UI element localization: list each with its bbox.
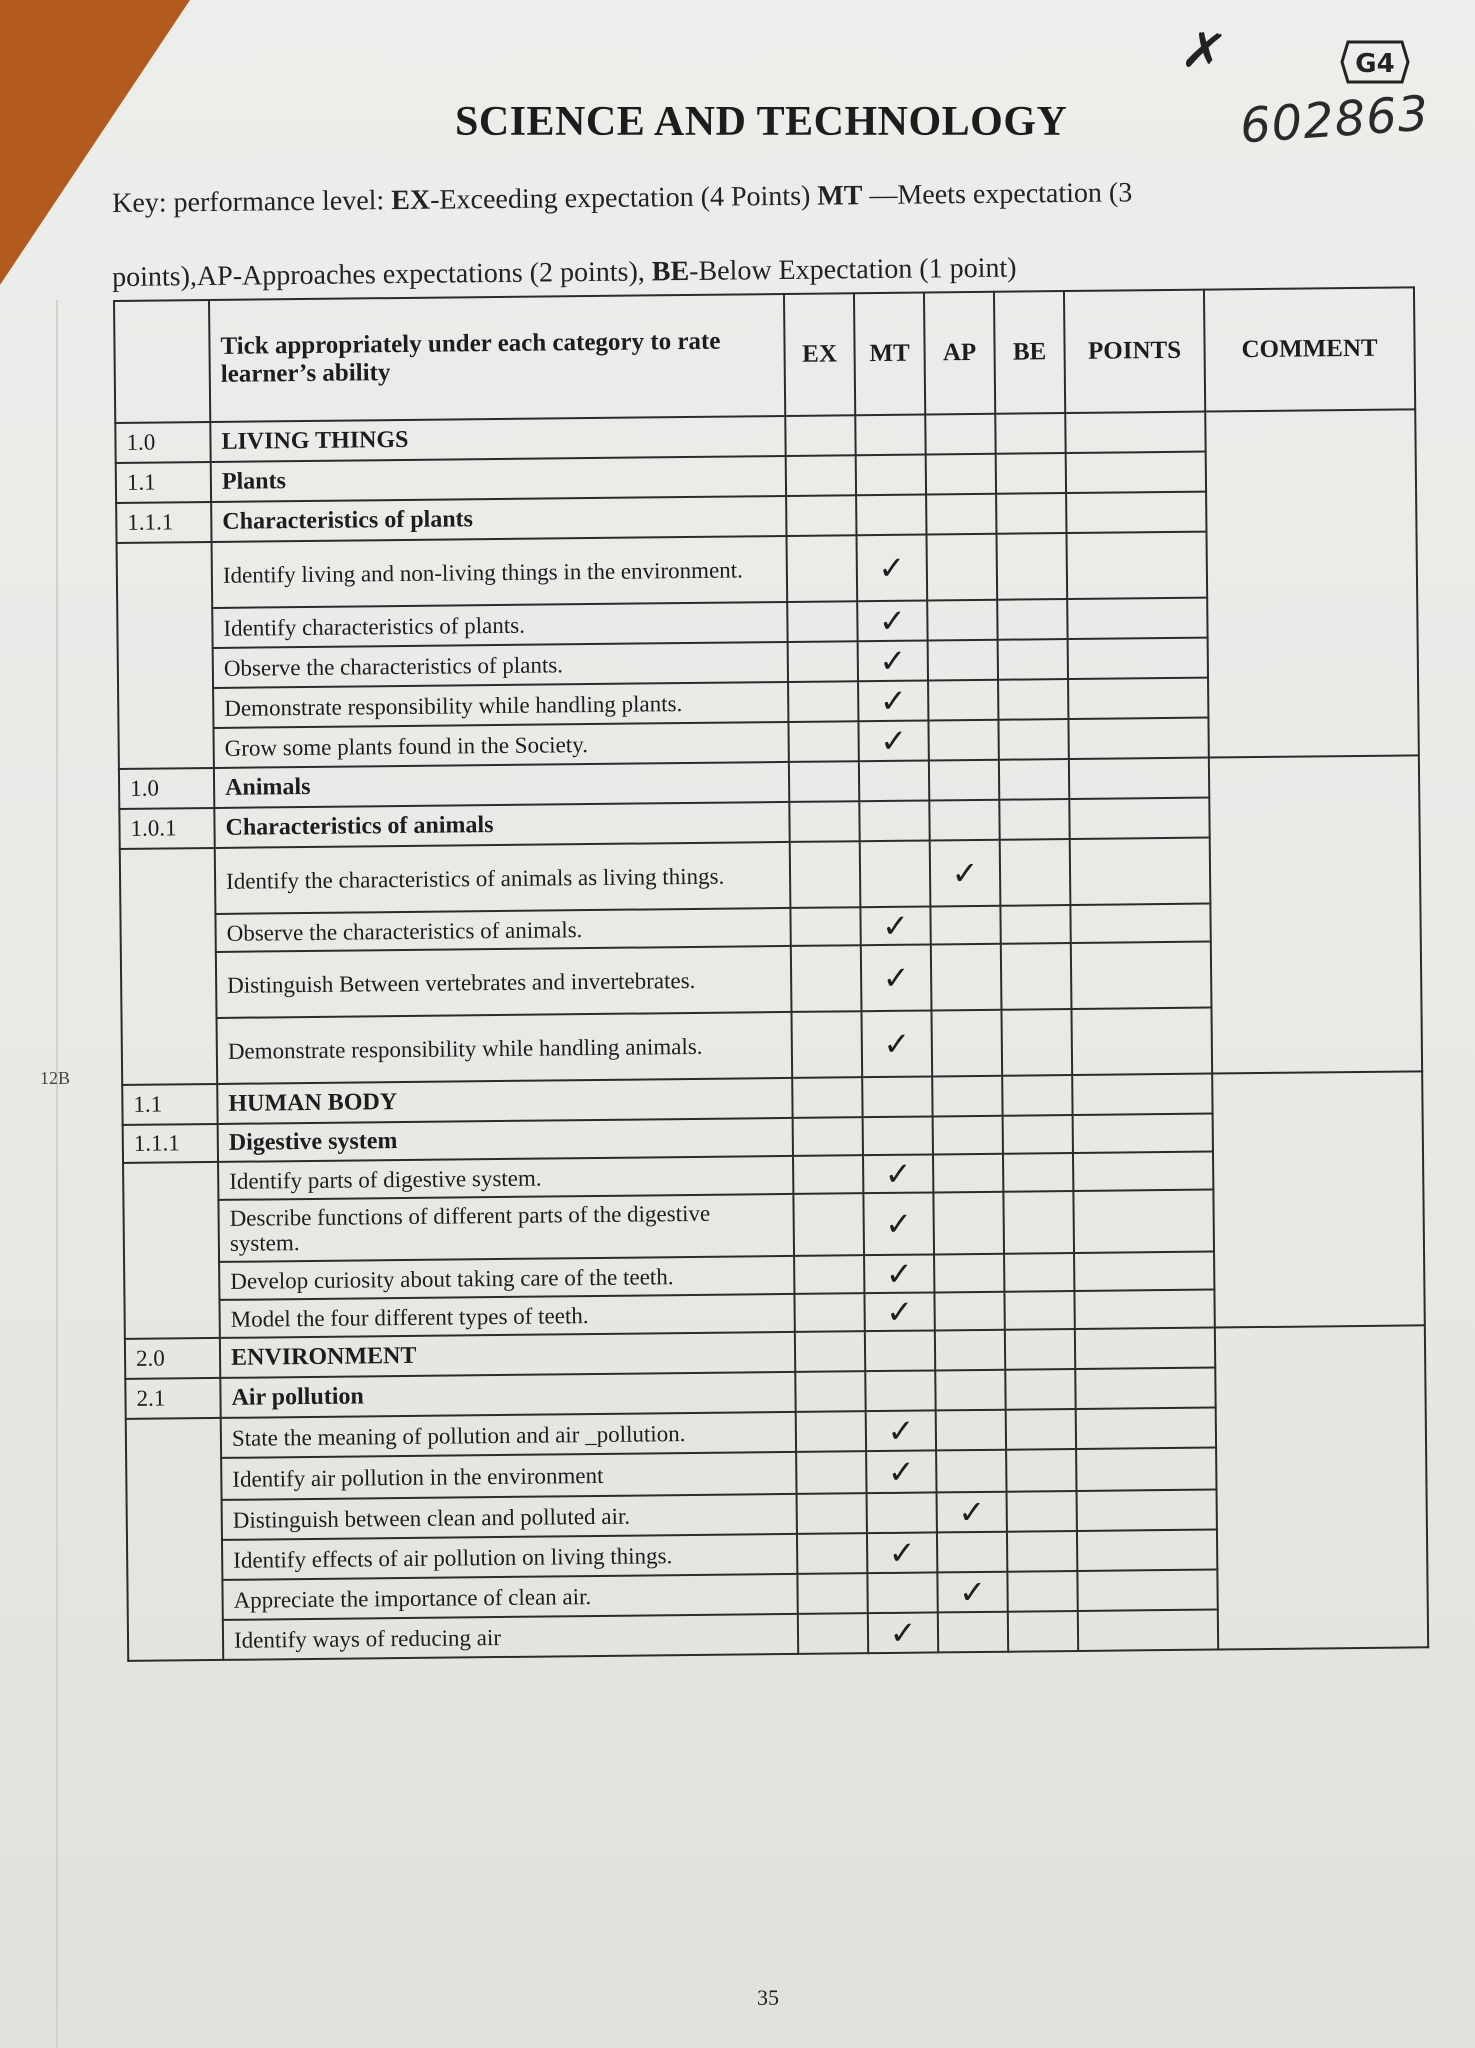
header-criteria: Tick appropriately under each category to rate learner’s ability	[209, 294, 785, 422]
comment-cell[interactable]	[1215, 1325, 1428, 1649]
points-cell[interactable]	[1066, 452, 1206, 493]
points-cell[interactable]	[1076, 1408, 1216, 1449]
row-code: 1.0	[115, 422, 210, 463]
ex-cell[interactable]	[791, 1011, 862, 1078]
be-cell[interactable]	[996, 493, 1066, 534]
header-points: POINTS	[1064, 290, 1205, 413]
key-be: BE	[651, 255, 690, 288]
row-description: Appreciate the importance of clean air.	[222, 1574, 797, 1620]
row-code-empty	[123, 1162, 220, 1339]
row-description: Identify air pollution in the environment	[221, 1452, 796, 1500]
row-description: Observe the characteristics of animals.	[215, 908, 790, 952]
ex-cell[interactable]	[788, 681, 858, 722]
key-ex-text: -Exceeding expectation (4 Points)	[429, 180, 818, 216]
points-cell[interactable]	[1073, 1114, 1213, 1153]
row-description: Air pollution	[220, 1372, 795, 1418]
page-number: 35	[757, 1985, 779, 2010]
ex-cell[interactable]	[797, 1493, 867, 1534]
ex-cell[interactable]	[797, 1533, 867, 1574]
ap-tick[interactable]: ✓	[937, 1492, 1007, 1533]
assessment-table	[113, 286, 1429, 1662]
be-cell[interactable]	[998, 639, 1068, 680]
mt-cell[interactable]	[865, 1370, 935, 1411]
be-cell[interactable]	[996, 533, 1067, 600]
row-description: Demonstrate responsibility while handling plants.	[213, 682, 788, 728]
points-cell[interactable]	[1075, 1368, 1215, 1409]
row-description: Characteristics of animals	[214, 802, 789, 848]
ap-cell[interactable]	[936, 1410, 1006, 1451]
ex-cell[interactable]	[793, 1117, 863, 1156]
be-cell[interactable]	[1005, 1369, 1075, 1410]
be-cell[interactable]	[999, 759, 1069, 800]
comment-cell[interactable]	[1209, 755, 1422, 1073]
ap-cell[interactable]	[929, 760, 999, 801]
ex-cell[interactable]	[787, 601, 857, 642]
mt-tick[interactable]: ✓	[864, 1254, 934, 1293]
row-description: Distinguish Between vertebrates and invertebrates.	[216, 946, 792, 1018]
mt-tick[interactable]: ✓	[861, 1010, 932, 1077]
comment-cell[interactable]	[1212, 1071, 1425, 1327]
ex-cell[interactable]	[785, 415, 855, 456]
row-description: Develop curiosity about taking care of the teeth.	[219, 1256, 794, 1300]
points-cell[interactable]	[1077, 1530, 1217, 1571]
ap-cell[interactable]	[933, 1116, 1003, 1155]
ap-cell[interactable]	[933, 1154, 1003, 1193]
points-cell[interactable]	[1066, 492, 1206, 533]
points-cell[interactable]	[1066, 532, 1207, 599]
be-cell[interactable]	[1005, 1329, 1075, 1370]
points-cell[interactable]	[1068, 718, 1208, 759]
points-cell[interactable]	[1069, 798, 1209, 839]
mt-tick[interactable]: ✓	[867, 1532, 937, 1573]
header-ap: AP	[924, 292, 995, 415]
page-edge-line	[56, 300, 58, 2048]
points-cell[interactable]	[1069, 758, 1209, 799]
points-cell[interactable]	[1065, 412, 1205, 453]
be-cell[interactable]	[1000, 839, 1071, 906]
points-cell[interactable]	[1073, 1152, 1213, 1191]
be-cell[interactable]	[1001, 1009, 1072, 1076]
ap-cell[interactable]	[937, 1532, 1007, 1573]
row-description: Identify living and non-living things in the environment.	[212, 536, 788, 608]
mt-tick[interactable]: ✓	[866, 1410, 936, 1451]
mt-cell[interactable]	[867, 1492, 937, 1533]
be-cell[interactable]	[1007, 1531, 1077, 1572]
mt-cell[interactable]	[867, 1572, 937, 1613]
key-prefix: Key: performance level:	[112, 185, 392, 219]
row-description: Plants	[211, 456, 786, 502]
be-cell[interactable]	[995, 413, 1065, 454]
mt-tick[interactable]: ✓	[866, 1450, 936, 1493]
ap-cell[interactable]	[930, 906, 1000, 945]
be-cell[interactable]	[1004, 1291, 1074, 1330]
points-cell[interactable]	[1067, 598, 1207, 639]
row-description: Identify ways of reducing air	[223, 1614, 798, 1660]
points-cell[interactable]	[1074, 1252, 1214, 1291]
ap-cell[interactable]	[934, 1254, 1004, 1293]
be-cell[interactable]	[1007, 1491, 1077, 1532]
mt-cell[interactable]	[859, 800, 929, 841]
be-cell[interactable]	[1002, 1075, 1072, 1116]
be-cell[interactable]	[997, 599, 1067, 640]
points-cell[interactable]	[1071, 1008, 1212, 1075]
points-cell[interactable]	[1073, 1190, 1214, 1253]
points-cell[interactable]	[1068, 638, 1208, 679]
ap-cell[interactable]	[926, 494, 996, 535]
be-cell[interactable]	[1001, 943, 1072, 1010]
be-cell[interactable]	[1003, 1191, 1074, 1254]
ex-cell[interactable]	[786, 495, 856, 536]
ap-cell[interactable]	[933, 1192, 1004, 1255]
key-mt: MT	[817, 180, 863, 212]
be-cell[interactable]	[999, 799, 1069, 840]
comment-cell[interactable]	[1205, 409, 1419, 757]
ex-cell[interactable]	[793, 1193, 864, 1256]
assessment-table-wrapper	[113, 286, 1427, 1670]
g4-stamp	[1340, 40, 1410, 84]
ex-cell[interactable]	[788, 721, 858, 762]
be-cell[interactable]	[998, 719, 1068, 760]
ap-cell[interactable]	[931, 944, 1002, 1011]
points-cell[interactable]	[1071, 942, 1212, 1009]
be-cell[interactable]	[1003, 1153, 1073, 1192]
ex-cell[interactable]	[789, 801, 859, 842]
row-description: Identify the characteristics of animals as living things.	[215, 842, 791, 914]
row-description: Distinguish between clean and polluted air.	[222, 1494, 797, 1540]
ap-cell[interactable]	[931, 1010, 1002, 1077]
ex-cell[interactable]	[794, 1255, 864, 1294]
ap-cell[interactable]	[938, 1612, 1008, 1653]
ap-cell[interactable]	[934, 1292, 1004, 1331]
header-ex: EX	[784, 293, 855, 416]
ex-cell[interactable]	[793, 1155, 863, 1194]
row-description: LIVING THINGS	[210, 416, 785, 462]
be-cell[interactable]	[996, 453, 1066, 494]
points-cell[interactable]	[1077, 1490, 1217, 1531]
ap-cell[interactable]	[928, 640, 998, 681]
be-cell[interactable]	[1006, 1449, 1076, 1492]
ap-cell[interactable]	[927, 600, 997, 641]
row-code: 1.1	[122, 1084, 217, 1125]
key-line2-b: -Below Expectation (1 point)	[688, 252, 1017, 287]
mt-cell[interactable]	[860, 840, 931, 907]
ex-cell[interactable]	[797, 1573, 867, 1614]
points-cell[interactable]	[1070, 904, 1210, 943]
mt-tick[interactable]: ✓	[868, 1612, 938, 1653]
mt-cell[interactable]	[859, 760, 929, 801]
ex-cell[interactable]	[786, 455, 856, 496]
ex-cell[interactable]	[790, 841, 861, 908]
row-description: Identify characteristics of plants.	[212, 602, 787, 648]
ex-cell[interactable]	[788, 641, 858, 682]
page-title: SCIENCE AND TECHNOLOGY	[455, 99, 1068, 145]
points-cell[interactable]	[1078, 1610, 1218, 1651]
header-mt: MT	[854, 293, 925, 416]
row-code-empty	[126, 1418, 224, 1661]
ex-cell[interactable]	[798, 1613, 868, 1654]
ex-cell[interactable]	[787, 535, 858, 602]
row-code: 1.1.1	[116, 502, 211, 543]
mt-tick[interactable]: ✓	[863, 1192, 934, 1255]
side-label: 12B	[40, 1068, 71, 1088]
table-header-row	[114, 287, 1415, 423]
header-be: BE	[994, 291, 1065, 414]
handwritten-code: 602863	[1238, 85, 1431, 155]
mt-tick[interactable]: ✓	[858, 680, 928, 721]
be-cell[interactable]	[1003, 1115, 1073, 1154]
ap-cell[interactable]	[936, 1450, 1006, 1493]
ex-cell[interactable]	[794, 1293, 864, 1332]
header-comment: COMMENT	[1204, 287, 1415, 411]
points-cell[interactable]	[1074, 1290, 1214, 1329]
mt-tick[interactable]: ✓	[858, 720, 928, 761]
row-code: 2.0	[125, 1338, 220, 1379]
be-cell[interactable]	[1007, 1571, 1077, 1612]
mt-cell[interactable]	[865, 1330, 935, 1371]
ex-cell[interactable]	[792, 1077, 862, 1118]
be-cell[interactable]	[1008, 1611, 1078, 1652]
ex-cell[interactable]	[796, 1411, 866, 1452]
ex-cell[interactable]	[795, 1331, 865, 1372]
ap-cell[interactable]	[926, 454, 996, 495]
ap-cell[interactable]	[935, 1370, 1005, 1411]
row-description: Characteristics of plants	[211, 496, 786, 542]
mt-cell[interactable]	[863, 1116, 933, 1155]
key-mt-text: —Meets expectation (3	[862, 177, 1133, 212]
row-description: Demonstrate responsibility while handling animals.	[217, 1012, 793, 1084]
ap-cell[interactable]	[925, 414, 995, 455]
ex-cell[interactable]	[796, 1451, 866, 1494]
points-cell[interactable]	[1077, 1570, 1217, 1611]
mt-cell[interactable]	[862, 1076, 932, 1117]
points-cell[interactable]	[1072, 1074, 1212, 1115]
mt-cell[interactable]	[856, 454, 926, 495]
points-cell[interactable]	[1076, 1448, 1216, 1491]
row-description: Animals	[214, 762, 789, 808]
mt-tick[interactable]: ✓	[858, 640, 928, 681]
points-cell[interactable]	[1075, 1328, 1215, 1369]
row-description: ENVIRONMENT	[220, 1332, 795, 1378]
points-cell[interactable]	[1070, 838, 1211, 905]
be-cell[interactable]	[998, 679, 1068, 720]
row-description: Digestive system	[218, 1118, 793, 1162]
row-description: Grow some plants found in the Society.	[213, 722, 788, 768]
row-code: 1.0.1	[119, 808, 214, 849]
key-ex: EX	[391, 184, 431, 217]
mt-tick[interactable]: ✓	[857, 534, 928, 601]
header-code-cell	[114, 300, 210, 423]
row-code: 1.1.1	[123, 1124, 218, 1163]
ap-cell[interactable]	[935, 1330, 1005, 1371]
row-description: Describe functions of different parts of the digestive system.	[218, 1194, 794, 1262]
ap-tick[interactable]: ✓	[937, 1572, 1007, 1613]
handwritten-cross-mark: ✗	[1177, 18, 1231, 86]
points-cell[interactable]	[1068, 678, 1208, 719]
row-description: Identify parts of digestive system.	[218, 1156, 793, 1200]
ex-cell[interactable]	[795, 1371, 865, 1412]
row-description: HUMAN BODY	[217, 1078, 792, 1124]
mt-cell[interactable]	[856, 494, 926, 535]
mt-tick[interactable]: ✓	[857, 600, 927, 641]
be-cell[interactable]	[1004, 1253, 1074, 1292]
ex-cell[interactable]	[791, 945, 862, 1012]
ap-tick[interactable]: ✓	[930, 840, 1001, 907]
row-description: State the meaning of pollution and air _pollution.	[221, 1412, 796, 1458]
ex-cell[interactable]	[790, 907, 860, 946]
ap-cell[interactable]	[932, 1076, 1002, 1117]
row-code: 2.1	[125, 1378, 220, 1419]
ap-cell[interactable]	[928, 680, 998, 721]
key-line2-a: points),AP-Approaches expectations (2 points),	[112, 256, 652, 293]
ap-cell[interactable]	[927, 534, 998, 601]
mt-tick[interactable]: ✓	[864, 1292, 934, 1331]
row-code: 1.1	[116, 462, 211, 503]
row-code-empty	[117, 542, 214, 769]
row-description: Model the four different types of teeth.	[219, 1294, 794, 1338]
mt-tick[interactable]: ✓	[863, 1154, 933, 1193]
stamp-label: G4	[1355, 49, 1395, 79]
ap-cell[interactable]	[928, 720, 998, 761]
be-cell[interactable]	[1006, 1409, 1076, 1450]
row-description: Observe the characteristics of plants.	[213, 642, 788, 688]
row-code-empty	[120, 848, 217, 1085]
ex-cell[interactable]	[789, 761, 859, 802]
row-code: 1.0	[119, 768, 214, 809]
row-description: Identify effects of air pollution on living things.	[222, 1534, 797, 1580]
mt-cell[interactable]	[855, 415, 925, 456]
mt-tick[interactable]: ✓	[861, 944, 932, 1011]
ap-cell[interactable]	[929, 800, 999, 841]
mt-tick[interactable]: ✓	[860, 906, 930, 945]
be-cell[interactable]	[1000, 905, 1070, 944]
